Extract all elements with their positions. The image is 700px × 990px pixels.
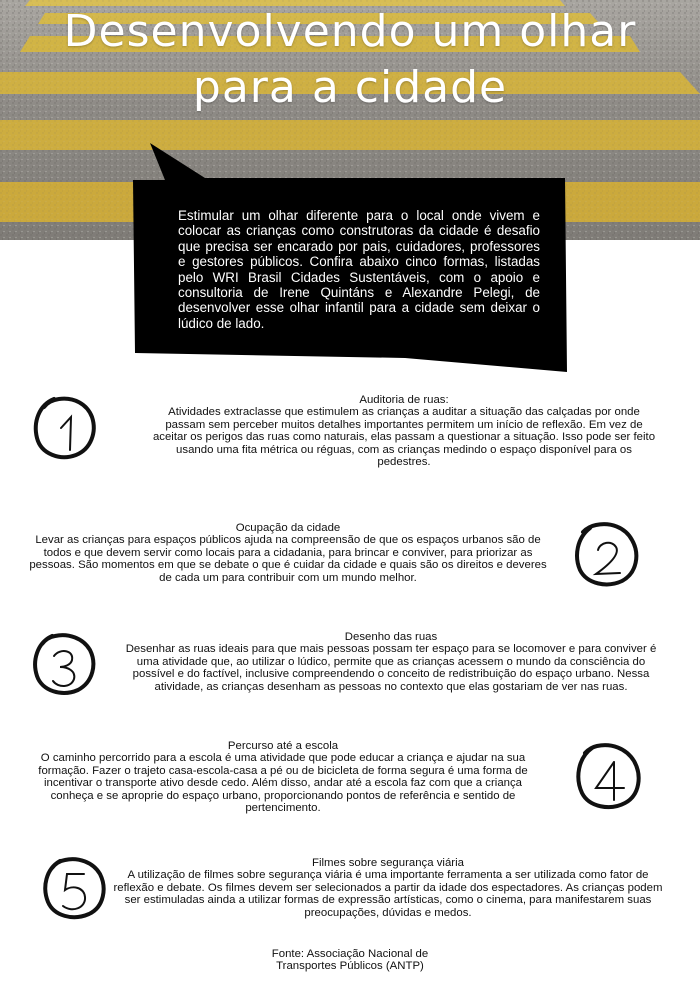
- item-4-heading: Percurso até a escola: [227, 740, 339, 752]
- list-item-3: [118, 631, 664, 693]
- number-4-icon: [572, 738, 644, 814]
- list-item-4: [28, 740, 538, 814]
- item-4-text: O caminho percorrido para a escola é uma atividade que pode educar a criança e ajudar na sua formação. Fazer o trajeto casa-escola-casa a pé ou de bicicleta de forma segura é uma forma de incentivar o transporte ativo desde cedo. Além disso, andar até a escola faz com que a criança conheça e se aproprie do espaço urbano, proporcionando pontos de referência e sentido de pertencimento.: [38, 752, 528, 815]
- source-credit: [180, 948, 520, 973]
- source-line-2: Transportes Públicos (ANTP): [276, 960, 424, 973]
- list-item-1: [148, 394, 660, 468]
- item-1-heading: Auditoria de ruas:: [359, 394, 449, 406]
- title-line-1: Desenvolvendo um olhar: [63, 6, 637, 57]
- number-3-icon: [28, 628, 100, 700]
- item-3-heading: Desenho das ruas: [344, 631, 438, 643]
- title-line-2: para a cidade: [192, 62, 508, 113]
- source-line-1: Fonte: Associação Nacional de: [271, 948, 429, 960]
- item-2-heading: Ocupação da cidade: [235, 522, 341, 534]
- number-2-icon: [570, 518, 642, 590]
- number-5-icon: [38, 852, 110, 924]
- item-2-text: Levar as crianças para espaços públicos ajuda na compreensão de que os espaços urbanos são de todos e que devem servir como locais para a cidadania, para brincar e conviver, para priorizar as pessoas. São momentos em que se debate o que é cuidar da cidade e quais são os direitos e deveres de cada um para contribuir com um mundo melhor.: [29, 534, 547, 584]
- list-item-5: [112, 857, 664, 919]
- list-item-2: [28, 522, 548, 584]
- intro-text: Estimular um olhar diferente para o local onde vivem e colocar as crianças como construtoras da cidade é desafio que precisa ser encarado por pais, cuidadores, professores e gestores públicos. Confira abaixo cinco formas, listadas pelo WRI Brasil Cidades Sustentáveis, com o apoio e consultoria de Irene Quintáns e Alexandre Pelegi, de desenvolver esse olhar infantil para a cidade sem deixar o lúdico de lado.: [178, 208, 540, 331]
- item-5-text: A utilização de filmes sobre segurança viária é uma importante ferramenta a ser utilizada como fator de reflexão e debate. Os filmes devem ser selecionados a partir da idade dos espectadores. As crianças podem ser estimuladas ainda a utilizar formas de expressão artísticas, como o cinema, para manifestarem suas preocupações, dúvidas e medos.: [113, 869, 663, 919]
- item-5-heading: Filmes sobre segurança viária: [312, 857, 464, 869]
- number-1-icon: [28, 392, 100, 464]
- item-3-text: Desenhar as ruas ideais para que mais pessoas possam ter espaço para se locomover e para conviver é uma atividade que, ao utilizar o lúdico, permite que as crianças acessem o mundo da consciência do possível e do factível, inclusive compreendendo o conceito de redistribuição do espaço urbano. Nessa atividade, as crianças desenham as pessoas no contexto que elas gostariam de ver nas ruas.: [125, 643, 657, 693]
- item-1-text: Atividades extraclasse que estimulem as crianças a auditar a situação das calçadas por onde passam sem perceber muitos detalhes importantes permitem um início de reflexão. Em vez de aceitar os perigos das ruas como naturais, elas passam a questionar a situação. Isso pode ser feito usando uma fita métrica ou réguas, com as crianças medindo o espaço disponível para os pedestres.: [152, 406, 656, 469]
